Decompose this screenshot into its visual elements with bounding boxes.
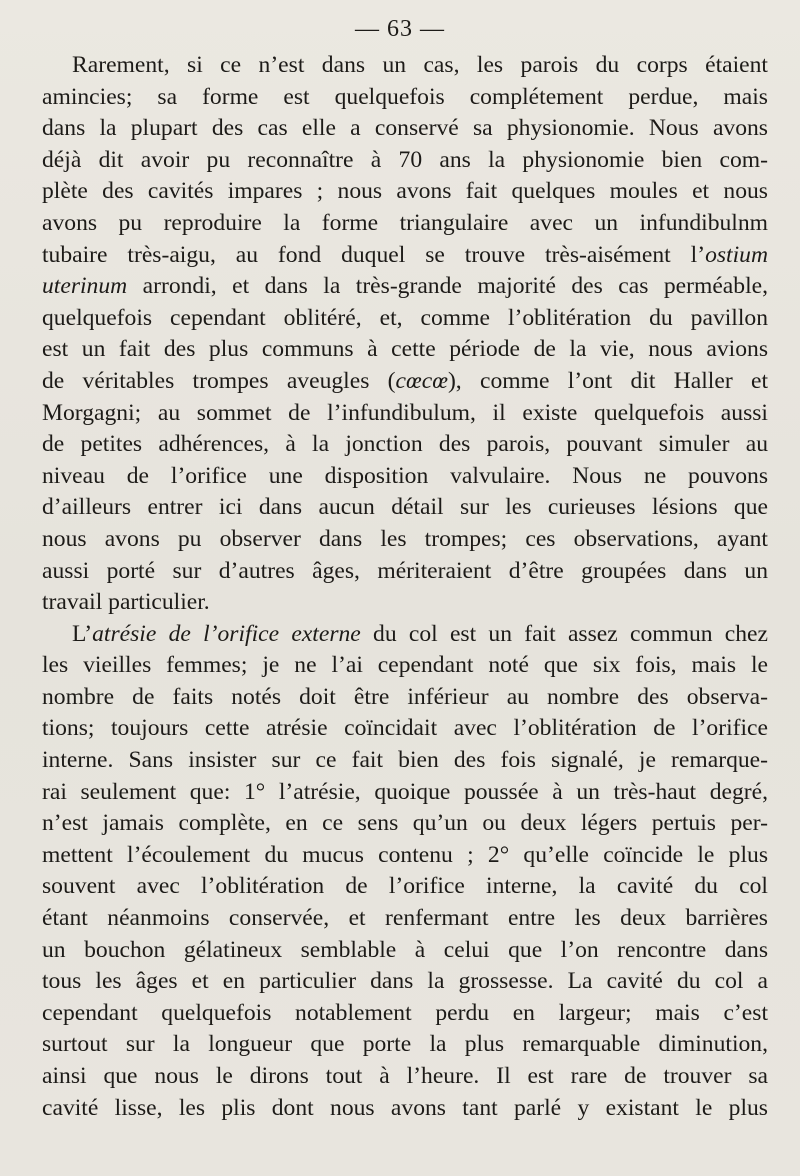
text-line	[42, 240, 768, 272]
text-run: souvent avec l’oblitération de l’orifice interne, la cavité du col	[42, 873, 768, 900]
text-run: avons pu reproduire la forme triangulaire avec un infundibulnm	[42, 209, 768, 236]
text-line	[42, 682, 768, 714]
text-line	[42, 271, 768, 303]
text-line	[42, 113, 768, 145]
text-run: niveau de l’orifice une disposition valvulaire. Nous ne pouvons	[42, 462, 768, 489]
text-line	[42, 1029, 768, 1061]
text-run: déjà dit avoir pu reconnaître à 70 ans la physionomie bien com-	[42, 146, 768, 173]
text-line	[42, 871, 768, 903]
text-run: rai seulement que: 1° l’atrésie, quoique poussée à un très-haut degré,	[42, 778, 768, 805]
italic-text: atrésie de l’orifice externe	[92, 620, 361, 647]
italic-text: cœcœ	[395, 367, 448, 394]
text-run: nous avons pu observer dans les trompes; ces observations, ayant	[42, 525, 768, 552]
text-run: n’est jamais complète, en ce sens qu’un ou deux légers pertuis per-	[42, 810, 768, 837]
italic-text: ostium	[705, 241, 768, 268]
text-line	[42, 998, 768, 1030]
text-run: quelquefois cependant oblitéré, et, comme l’oblitération du pavillon	[42, 304, 768, 331]
text-line	[42, 556, 768, 588]
text-line	[42, 745, 768, 777]
text-run: Morgagni; au sommet de l’infundibulum, il existe quelquefois aussi	[42, 399, 768, 426]
text-line	[42, 176, 768, 208]
text-line	[42, 461, 768, 493]
text-run: ), comme l’ont dit Haller et	[447, 367, 768, 394]
text-line	[42, 1093, 768, 1125]
text-run: du col est un fait assez commun chez	[360, 620, 768, 647]
text-run: plète des cavités impares ; nous avons fait quelques moules et nous	[42, 178, 768, 205]
text-run: interne. Sans insister sur ce fait bien des fois signalé, je remarque-	[42, 747, 768, 774]
text-run: de petites adhérences, à la jonction des parois, pouvant simuler au	[42, 431, 768, 458]
text-run: surtout sur la longueur que porte la plus remarquable diminution,	[42, 1031, 768, 1058]
text-line	[42, 334, 768, 366]
text-line	[42, 713, 768, 745]
text-line	[42, 82, 768, 114]
italic-text: uterinum	[42, 273, 128, 300]
text-line	[42, 619, 768, 651]
text-line	[42, 524, 768, 556]
text-run: nombre de faits notés doit être inférieur au nombre des observa-	[42, 683, 768, 710]
text-line	[42, 303, 768, 335]
text-run: aussi porté sur d’autres âges, mériteraient d’être groupées dans un	[42, 557, 768, 584]
text-run: L’	[72, 620, 93, 647]
text-run: de véritables trompes aveugles (	[42, 367, 396, 394]
text-line	[42, 840, 768, 872]
text-line	[42, 398, 768, 430]
text-run: mettent l’écoulement du mucus contenu ; 2° qu’elle coïncide le plus	[42, 841, 768, 868]
text-run: un bouchon gélatineux semblable à celui que l’on rencontre dans	[42, 936, 768, 963]
text-line	[42, 208, 768, 240]
body-text	[42, 50, 768, 1124]
text-run: tubaire très-aigu, au fond duquel se trouve très-aisément l’	[42, 241, 706, 268]
text-run: tions; toujours cette atrésie coïncidait avec l’oblitération de l’orifice	[42, 715, 768, 742]
text-run: est un fait des plus communs à cette période de la vie, nous avions	[42, 336, 768, 363]
text-run: travail particulier.	[42, 589, 210, 616]
text-line	[42, 808, 768, 840]
text-line	[42, 429, 768, 461]
text-line	[42, 587, 768, 619]
text-run: amincies; sa forme est quelquefois complétement perdue, mais	[42, 83, 768, 110]
text-line	[42, 903, 768, 935]
text-line	[42, 777, 768, 809]
text-line	[42, 1061, 768, 1093]
text-run: cependant quelquefois notablement perdu en largeur; mais c’est	[42, 999, 768, 1026]
text-run: d’ailleurs entrer ici dans aucun détail sur les curieuses lésions que	[42, 494, 768, 521]
text-line	[42, 492, 768, 524]
text-run: tous les âges et en particulier dans la grossesse. La cavité du col a	[42, 968, 768, 995]
text-run: étant néanmoins conservée, et renfermant entre les deux barrières	[42, 905, 768, 932]
text-run: ainsi que nous le dirons tout à l’heure. Il est rare de trouver sa	[42, 1063, 768, 1089]
text-line	[42, 145, 768, 177]
text-line	[42, 935, 768, 967]
page-number: — 63 —	[355, 16, 445, 42]
text-run: Rarement, si ce n’est dans un cas, les parois du corps étaient	[72, 52, 768, 78]
text-line	[42, 650, 768, 682]
text-run: cavité lisse, les plis dont nous avons tant parlé y existant le plus	[42, 1094, 768, 1121]
text-run: les vieilles femmes; je ne l’ai cependant noté que six fois, mais le	[42, 652, 768, 679]
text-line	[42, 366, 768, 398]
text-run: arrondi, et dans la très-grande majorité des cas perméable,	[127, 273, 768, 300]
text-line	[42, 50, 768, 82]
text-run: dans la plupart des cas elle a conservé sa physionomie. Nous avons	[42, 115, 768, 142]
text-line	[42, 966, 768, 998]
